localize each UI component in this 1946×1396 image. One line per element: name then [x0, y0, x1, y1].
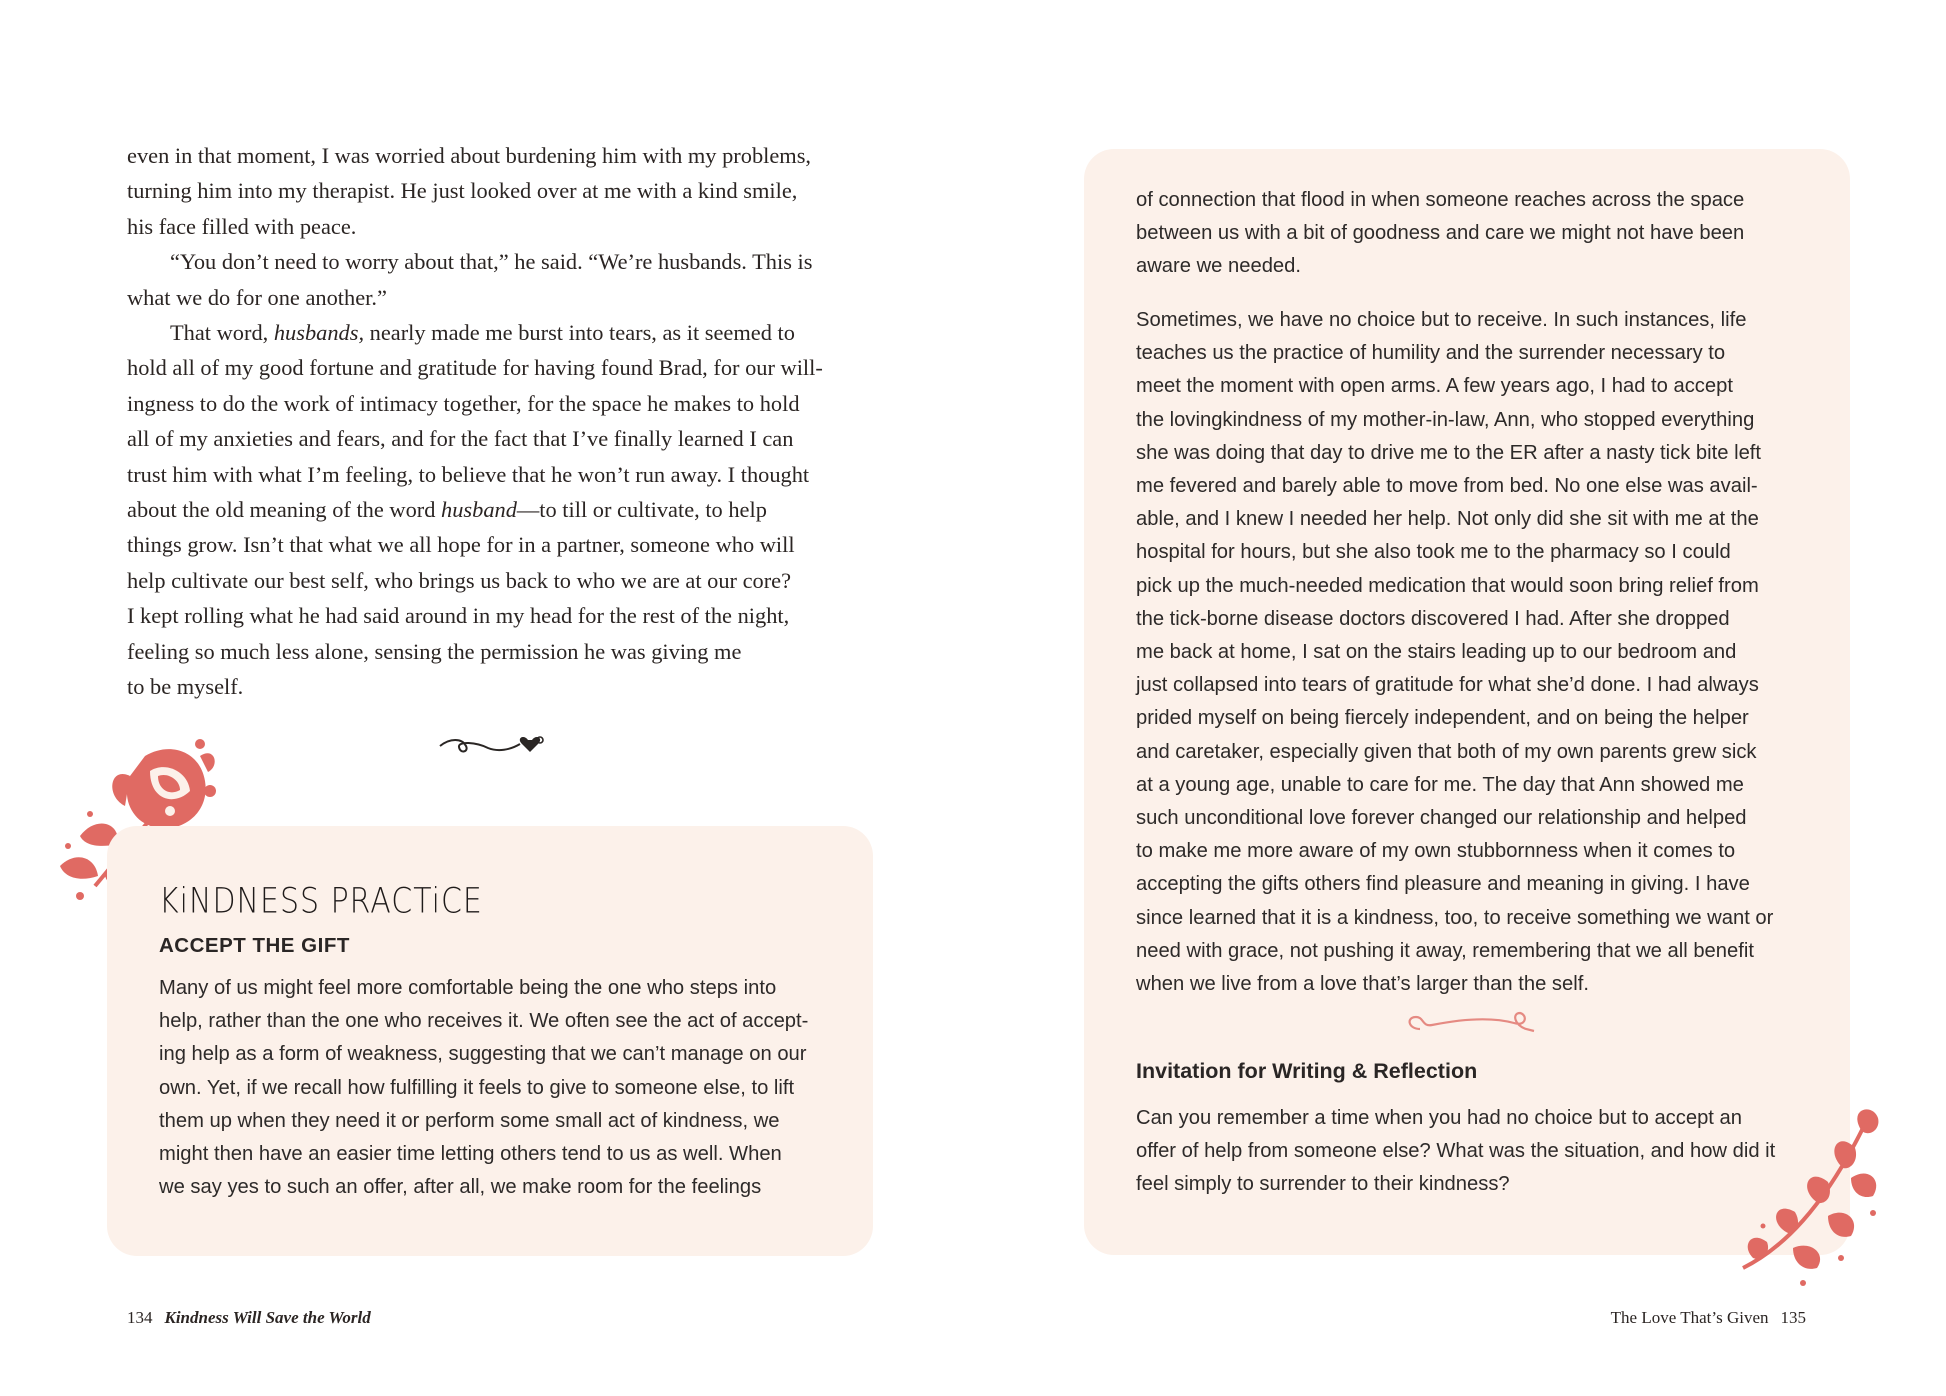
box-line: prided myself on being fiercely independent, and on being the helper	[1136, 707, 1749, 730]
box-line: need with grace, not pushing it away, remembering that we all benefit	[1136, 939, 1754, 962]
box-line: might then have an easier time letting others tend to us as well. When	[159, 1143, 782, 1166]
story-paragraph	[1136, 304, 1816, 1001]
prose-line: even in that moment, I was worried about burdening him with my problems,	[127, 143, 812, 168]
box-line: since learned that it is a kindness, too, to receive something we want or	[1136, 906, 1774, 929]
right-footer	[1611, 1308, 1806, 1328]
kindness-practice-body	[159, 972, 839, 1204]
box-line: such unconditional love forever changed our relationship and helped	[1136, 807, 1747, 830]
right-page	[973, 0, 1946, 1396]
box-line: Sometimes, we have no choice but to receive. In such instances, life	[1136, 309, 1747, 331]
prose-line: what we do for one another.”	[127, 284, 387, 310]
prose-line: hold all of my good fortune and gratitude for having found Brad, for our will-	[127, 355, 823, 381]
prose-line	[127, 315, 857, 350]
box-line: the tick-borne disease doctors discovered I had. After she dropped	[1136, 607, 1730, 630]
box-line: feel simply to surrender to their kindness?	[1136, 1173, 1510, 1196]
box-line: own. Yet, if we recall how fulfilling it feels to give to someone else, to lift	[159, 1076, 795, 1099]
kindness-practice-box	[107, 826, 873, 1256]
box-line: me back at home, I sat on the stairs leading up to our bedroom and	[1136, 641, 1737, 664]
prose-line: things grow. Isn’t that what we all hope for in a partner, someone who will	[127, 532, 795, 558]
prose-fragment: —to till or cultivate, to help	[516, 497, 767, 523]
prose-line: I kept rolling what he had said around in my head for the rest of the night,	[127, 603, 790, 629]
left-footer	[127, 1308, 371, 1328]
chapter-title: The Love That’s Given	[1610, 1308, 1769, 1327]
box-line: help, rather than the one who receives it. We often see the act of accept-	[159, 1010, 809, 1033]
prose-line: help cultivate our best self, who brings us back to who we are at our core?	[127, 567, 792, 593]
prose-fragment: That word,	[170, 320, 274, 346]
prose-line: trust him with what I’m feeling, to believe that he won’t run away. I thought	[127, 461, 810, 487]
prose-line: all of my anxieties and fears, and for the fact that I’ve finally learned I can	[127, 426, 794, 452]
box-line: we say yes to such an offer, after all, we make room for the feelings	[159, 1176, 762, 1199]
flourish-divider-icon	[436, 730, 548, 758]
box-line: and caretaker, especially given that both of my own parents grew sick	[1136, 740, 1757, 763]
box-line: offer of help from someone else? What was the situation, and how did it	[1136, 1140, 1776, 1163]
book-title: Kindness Will Save the World	[164, 1308, 371, 1327]
prose-emphasis: husbands,	[273, 320, 365, 346]
box-line: of connection that flood in when someone reaches across the space	[1136, 189, 1745, 211]
box-line: Many of us might feel more comfortable being the one who steps into	[159, 977, 777, 999]
box-line: at a young age, unable to care for me. The day that Ann showed me	[1136, 773, 1744, 796]
prose-line: to be myself.	[127, 674, 244, 700]
box-line: just collapsed into tears of gratitude for what she’d done. I had always	[1136, 674, 1759, 697]
box-line: between us with a bit of goodness and care we might not have been	[1136, 222, 1745, 245]
pink-flourish-divider-icon	[1402, 1009, 1538, 1039]
prose-line: ingness to do the work of intimacy together, for the space he makes to hold	[127, 390, 800, 416]
continued-practice-box	[1084, 149, 1850, 1255]
box-line: hospital for hours, but she also took me to the pharmacy so I could	[1136, 541, 1731, 564]
prose-line: turning him into my therapist. He just looked over at me with a kind smile,	[127, 178, 798, 204]
prose-line: “You don’t need to worry about that,” he said. “We’re husbands. This is	[170, 249, 813, 275]
prose-fragment: nearly made me burst into tears, as it seemed to	[364, 320, 795, 346]
box-line: them up when they need it or perform some small act of kindness, we	[159, 1109, 780, 1132]
box-line: teaches us the practice of humility and the surrender necessary to	[1136, 342, 1726, 365]
box-line: able, and I knew I needed her help. Not only did she sit with me at the	[1136, 508, 1759, 531]
page-number: 134	[127, 1308, 153, 1327]
prose-line: his face filled with peace.	[127, 213, 357, 239]
continued-paragraph	[1136, 184, 1816, 284]
prose-emphasis: husband	[441, 497, 517, 523]
kindness-practice-title: KiNDNESS PRACTiCE	[159, 881, 483, 922]
box-line: she was doing that day to drive me to the ER after a nasty tick bite left	[1136, 441, 1762, 464]
box-line: meet the moment with open arms. A few years ago, I had to accept	[1136, 375, 1733, 398]
box-line: Can you remember a time when you had no choice but to accept an	[1136, 1107, 1742, 1129]
box-line: me fevered and barely able to move from bed. No one else was avail-	[1136, 475, 1758, 498]
box-line: when we live from a love that’s larger than the self.	[1136, 973, 1589, 996]
body-prose	[127, 138, 857, 705]
box-line: aware we needed.	[1136, 255, 1301, 278]
prose-line	[127, 492, 857, 527]
box-line: pick up the much-needed medication that would soon bring relief from	[1136, 574, 1759, 597]
box-line: to make me more aware of my own stubbornness when it comes to	[1136, 840, 1736, 863]
invitation-body	[1136, 1102, 1816, 1202]
invitation-heading: Invitation for Writing & Reflection	[1136, 1059, 1478, 1083]
box-line: ing help as a form of weakness, suggesting that we can’t manage on our	[159, 1043, 807, 1066]
kindness-practice-subtitle: ACCEPT THE GIFT	[159, 934, 350, 957]
box-line: accepting the gifts others find pleasure and meaning in giving. I have	[1136, 873, 1750, 896]
leaf-branch-ornament-icon	[1733, 1108, 1883, 1288]
box-line: the lovingkindness of my mother-in-law, Ann, who stopped everything	[1136, 408, 1755, 431]
prose-line: feeling so much less alone, sensing the permission he was giving me	[127, 638, 742, 664]
page-number: 135	[1780, 1308, 1806, 1327]
prose-fragment: about the old meaning of the word	[127, 497, 442, 523]
